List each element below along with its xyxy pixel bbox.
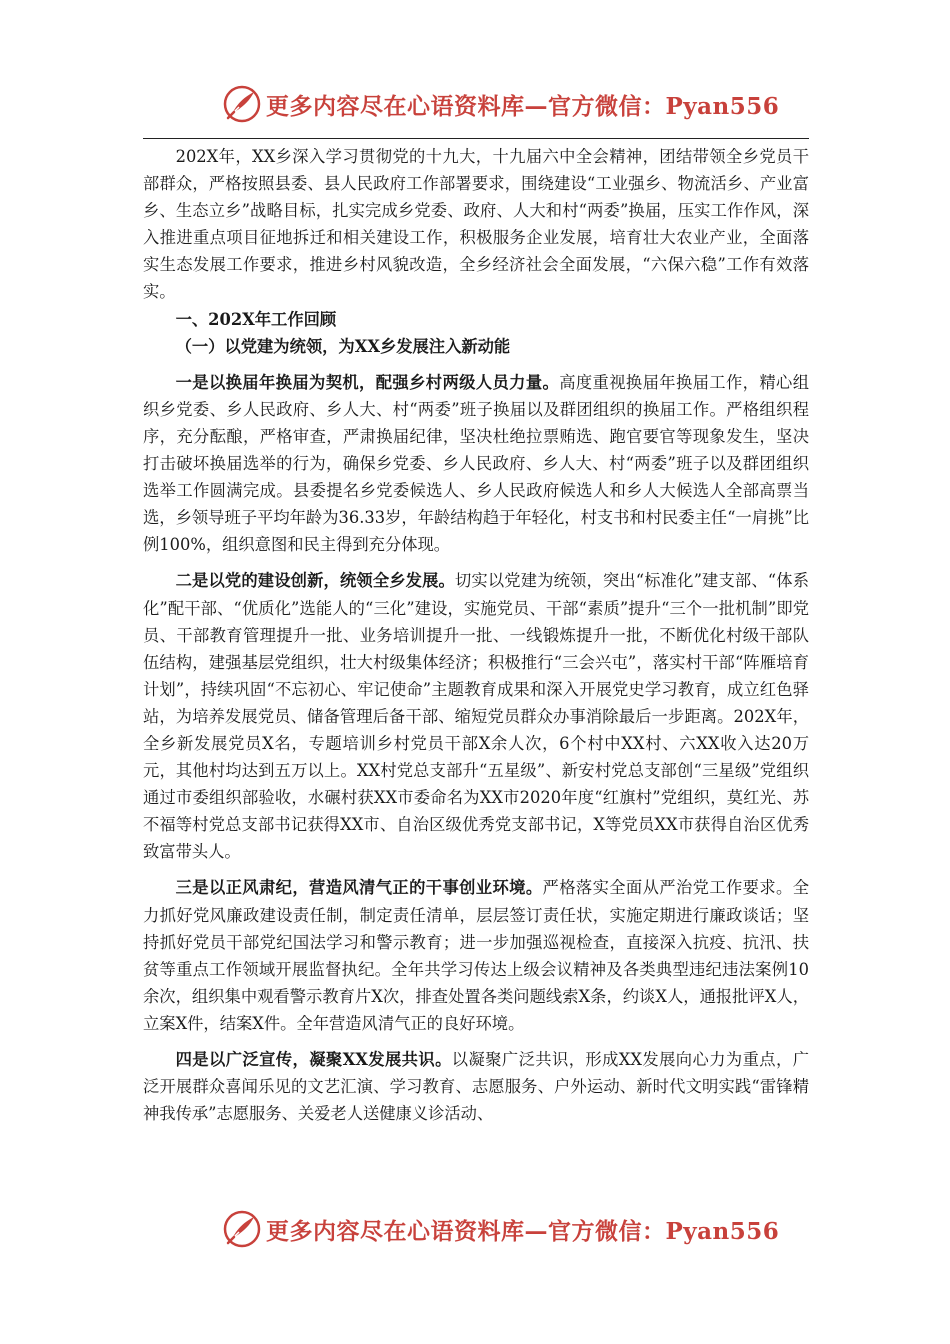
section-title: 一、202X年工作回顾 bbox=[175, 309, 337, 329]
item-lead-3: 三是以正风肃纪，营造风清气正的干事创业环境。 bbox=[175, 878, 543, 898]
item-body-2: 切实以党建为统领，突出“标准化”建支部、“体系化”配干部、“优质化”选能人的“三化”建设，实施党员、干部“素质”提升“三个一批机制”即党员、干部教育管理提升一批、业务培训提升一批、一线锻炼提升一批，不断优化村级干部队伍结构，建强基层党组织，壮大村级集体经济；积极推行“三会兴屯”，落实村干部“阵雁培育计划”，持续巩固“不忘初心、牢记使命”主题教育成果和深入开展党史学习教育，成立红色驿站，为培养发展党员、储备管理后备干部、缩短党员群众办事消除最后一步距离。202X年，全乡新发展党员X名，专题培训乡村党员干部X余人次，6个村中XX村、六XX收入达20万元，其他村均达到五万以上。XX村党总支部升“五星级”、新安村党总支部创“三星级”党组织通过市委组织部验收，水碾村获XX市委命名为XX市2020年度“红旗村”党组织，莫红光、苏不福等村党总支部书记获得XX市、自治区级优秀党支部书记，X等党员XX市获得自治区优秀致富带头人。 bbox=[143, 571, 809, 862]
header-banner-text: 更多内容尽在心语资料库—官方微信：Pyan556 bbox=[266, 92, 780, 120]
footer-banner bbox=[222, 1207, 780, 1251]
item-lead-1: 一是以换届年换届为契机，配强乡村两级人员力量。 bbox=[175, 372, 560, 392]
item-paragraph-2 bbox=[143, 567, 809, 865]
item-body-1: 高度重视换届年换届工作，精心组织乡党委、乡人民政府、乡人大、村“两委”班子换届以及群团组织的换届工作。严格组织程序，充分酝酿，严格审查，严肃换届纪律，坚决杜绝拉票贿选、跑官要官等现象发生，坚决打击破坏换届选举的行为，确保乡党委、乡人民政府、乡人大、村“两委”班子以及群团组织选举工作圆满完成。县委提名乡党委候选人、乡人民政府候选人和乡人大候选人全部高票当选，乡领导班子平均年龄为36.33岁，年龄结构趋于年轻化，村支书和村民委主任“一肩挑”比例100%，组织意图和民主得到充分体现。 bbox=[143, 372, 809, 555]
item-paragraph-4 bbox=[143, 1046, 809, 1127]
subsection-title: （一）以党建为统领，为XX乡发展注入新动能 bbox=[175, 336, 511, 356]
intro-paragraph: 202X年，XX乡深入学习贯彻党的十九大，十九届六中全会精神，团结带领全乡党员干部群众，严格按照县委、县人民政府工作部署要求，围绕建设“工业强乡、物流活乡、产业富乡、生态立乡”战略目标，扎实完成乡党委、政府、人大和村“两委”换届，压实工作作风，深入推进重点项目征地拆迁和相关建设工作，积极服务企业发展，培育壮大农业产业，全面落实生态发展工作要求，推进乡村风貌改造，全乡经济社会全面发展，“六保六稳”工作有效落实。 bbox=[143, 147, 809, 302]
footer-banner-text: 更多内容尽在心语资料库—官方微信：Pyan556 bbox=[266, 1217, 780, 1245]
item-paragraph-1 bbox=[143, 369, 809, 559]
item-body-3: 严格落实全面从严治党工作要求。全力抓好党风廉政建设责任制，制定责任清单，层层签订责任状，实施定期进行廉政谈话；坚持抓好党员干部党纪国法学习和警示教育；进一步加强巡视检查，直接深入抗疫、抗汛、扶贫等重点工作领域开展监督执纪。全年共学习传达上级会议精神及各类典型违纪违法案例10余次，组织集中观看警示教育片X次，排查处置各类问题线索X条，约谈X人，通报批评X人，立案X件，结案X件。全年营造风清气正的良好环境。 bbox=[143, 878, 809, 1033]
quill-pen-icon bbox=[222, 1209, 262, 1249]
document-body bbox=[143, 143, 809, 1127]
item-lead-4: 四是以广泛宣传，凝聚XX发展共识。 bbox=[175, 1050, 452, 1069]
item-lead-2: 二是以党的建设创新，统领全乡发展。 bbox=[175, 571, 455, 591]
header-banner bbox=[222, 82, 780, 126]
quill-pen-icon bbox=[222, 84, 262, 124]
item-body-4: 以凝聚广泛共识，形成XX发展向心力为重点，广泛开展群众喜闻乐见的文艺汇演、学习教育、志愿服务、户外运动、新时代文明实践“雷锋精神我传承”志愿服务、关爱老人送健康义诊活动、 bbox=[143, 1050, 809, 1124]
item-paragraph-3 bbox=[143, 874, 809, 1037]
header-divider bbox=[143, 138, 809, 139]
